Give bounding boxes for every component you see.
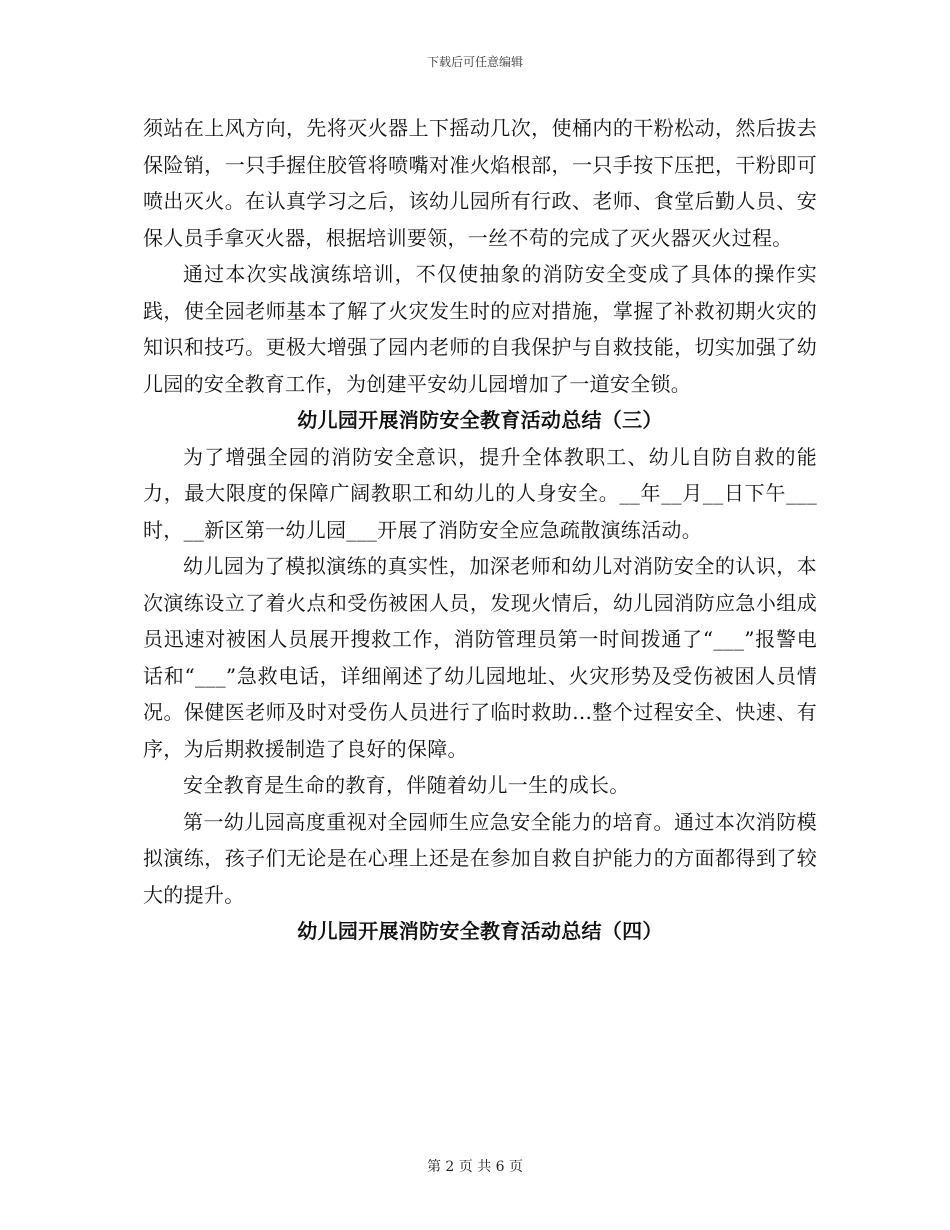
paragraph-kindergarten-emphasis: 第一幼儿园高度重视对全园师生应急安全能力的培育。通过本次消防模拟演练，孩子们无论是在心理上还是在参加自救自护能力的方面都得到了较大的提升。: [143, 809, 817, 907]
section-heading-3: 幼儿园开展消防安全教育活动总结（三）: [297, 408, 663, 432]
paragraph-safety-education: 安全教育是生命的教育，伴随着幼儿一生的成长。: [183, 773, 630, 797]
section-heading-4: 幼儿园开展消防安全教育活动总结（四）: [297, 919, 663, 943]
paragraph-drill-intro: 为了增强全园的消防安全意识，提升全体教职工、幼儿自防自救的能力，最大限度的保障广阔教职工和幼儿的人身安全。__年__月__日下午___时，__新区第一幼儿园___开展了消防安全应急疏散演练活动。: [143, 444, 817, 542]
page-header: 下载后可任意编辑: [426, 55, 523, 69]
paragraph-fire-extinguisher-steps: 须站在上风方向，先将灭火器上下摇动几次，使桶内的干粉松动，然后拔去保险销，一只手握住胶管将喷嘴对准火焰根部，一只手按下压把，干粉即可喷出灭火。在认真学习之后，该幼儿园所有行政、老师、食堂后勤人员、安保人员手拿灭火器，根据培训要领，一丝不苟的完成了灭火器灭火过程。: [143, 116, 817, 250]
paragraph-drill-details: 幼儿园为了模拟演练的真实性，加深老师和幼儿对消防安全的认识，本次演练设立了着火点和受伤被困人员，发现火情后，幼儿园消防应急小组成员迅速对被困人员展开搜救工作，消防管理员第一时间拨通了“___”报警电话和“___”急救电话，详细阐述了幼儿园地址、火灾形势及受伤被困人员情况。保健医老师及时对受伤人员进行了临时救助...整个过程安全、快速、有序，为后期救援制造了良好的保障。: [143, 554, 817, 761]
document-body: [143, 110, 817, 950]
page-number: 第 2 页 共 6 页: [426, 1159, 524, 1175]
paragraph-training-summary: 通过本次实战演练培训，不仅使抽象的消防安全变成了具体的操作实践，使全园老师基本了解了火灾发生时的应对措施，掌握了补救初期火灾的知识和技巧。更极大增强了园内老师的自我保护与自救技能，切实加强了幼儿园的安全教育工作，为创建平安幼儿园增加了一道安全锁。: [143, 262, 817, 396]
